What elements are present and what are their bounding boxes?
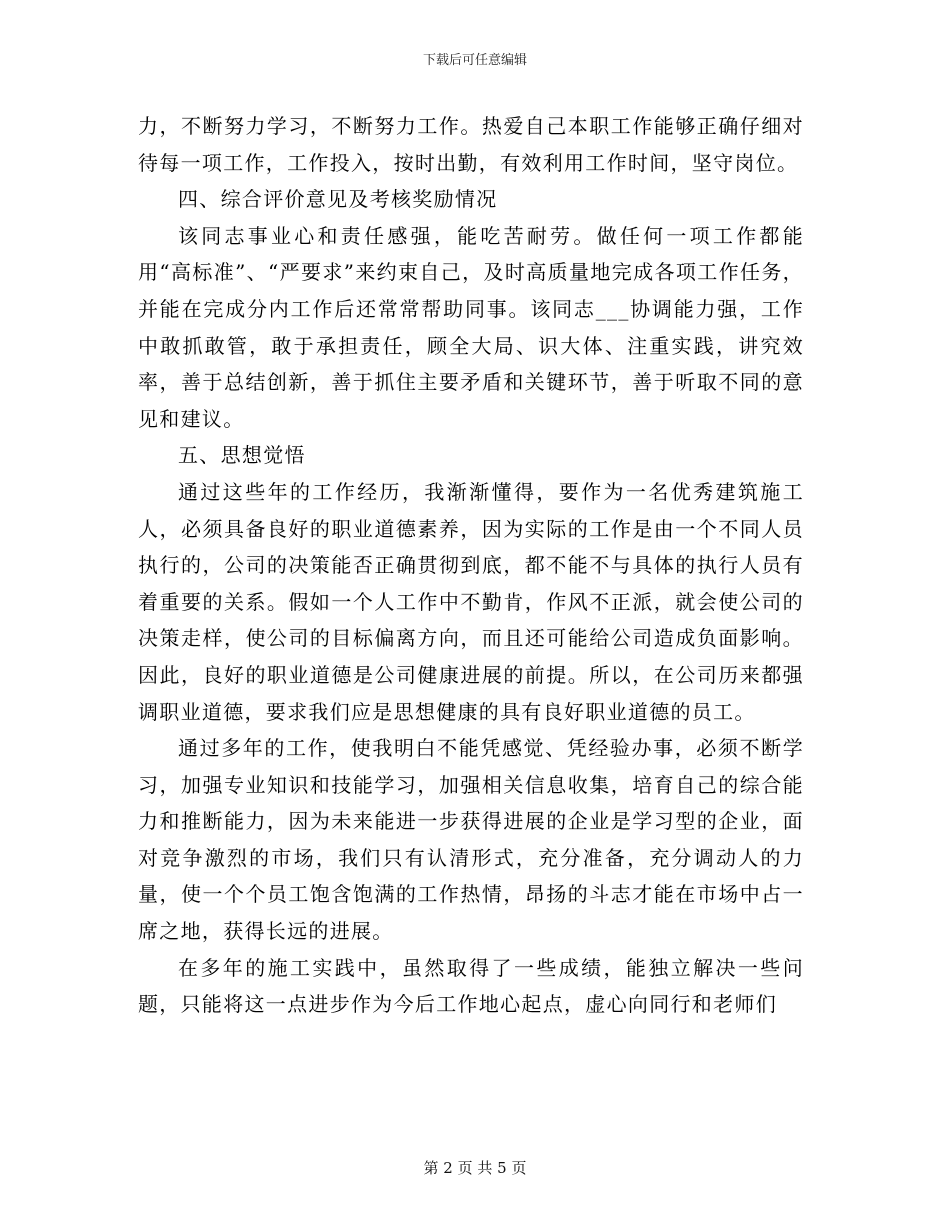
paragraph-evaluation: 该同志事业心和责任感强，能吃苦耐劳。做任何一项工作都能用“高标准”、“严要求”来约束自己，及时高质量地完成各项工作任务，并能在完成分内工作后还常常帮助同事。该同志___协调能力强，工作中敢抓敢管，敢于承担责任，顾全大局、识大体、注重实践，讲究效率，善于总结创新，善于抓住主要矛盾和关键环节，善于听取不同的意见和建议。 [138, 223, 804, 431]
paragraph-learning: 通过多年的工作，使我明白不能凭感觉、凭经验办事，必须不断学习，加强专业知识和技能学习，加强相关信息收集，培育自己的综合能力和推断能力，因为未来能进一步获得进展的企业是学习型的企业，面对竞争激烈的市场，我们只有认清形式，充分准备，充分调动人的力量，使一个个员工饱含饱满的工作热情，昂扬的斗志才能在市场中占一席之地，获得长远的进展。 [138, 736, 804, 944]
document-body [138, 108, 804, 1023]
paragraph-practice: 在多年的施工实践中，虽然取得了一些成绩，能独立解决一些问题，只能将这一点进步作为今后工作地心起点，虚心向同行和老师们 [138, 955, 804, 1017]
section-heading-4: 四、综合评价意见及考核奖励情况 [178, 187, 498, 212]
page-header: 下载后可任意编辑 [422, 53, 527, 68]
paragraph-continuation: 力，不断努力学习，不断努力工作。热爱自己本职工作能够正确仔细对待每一项工作，工作投入，按时出勤，有效利用工作时间，坚守岗位。 [138, 114, 804, 175]
paragraph-ethics: 通过这些年的工作经历，我渐渐懂得，要作为一名优秀建筑施工人，必须具备良好的职业道德素养，因为实际的工作是由一个不同人员执行的，公司的决策能否正确贯彻到底，都不能不与具体的执行人员有着重要的关系。假如一个人工作中不勤肯，作风不正派，就会使公司的决策走样，使公司的目标偏离方向，而且还可能给公司造成负面影响。因此，良好的职业道德是公司健康进展的前提。所以，在公司历来都强调职业道德，要求我们应是思想健康的具有良好职业道德的员工。 [138, 479, 804, 724]
section-heading-5: 五、思想觉悟 [178, 443, 306, 468]
page-footer: 第 2 页 共 5 页 [423, 1159, 527, 1177]
